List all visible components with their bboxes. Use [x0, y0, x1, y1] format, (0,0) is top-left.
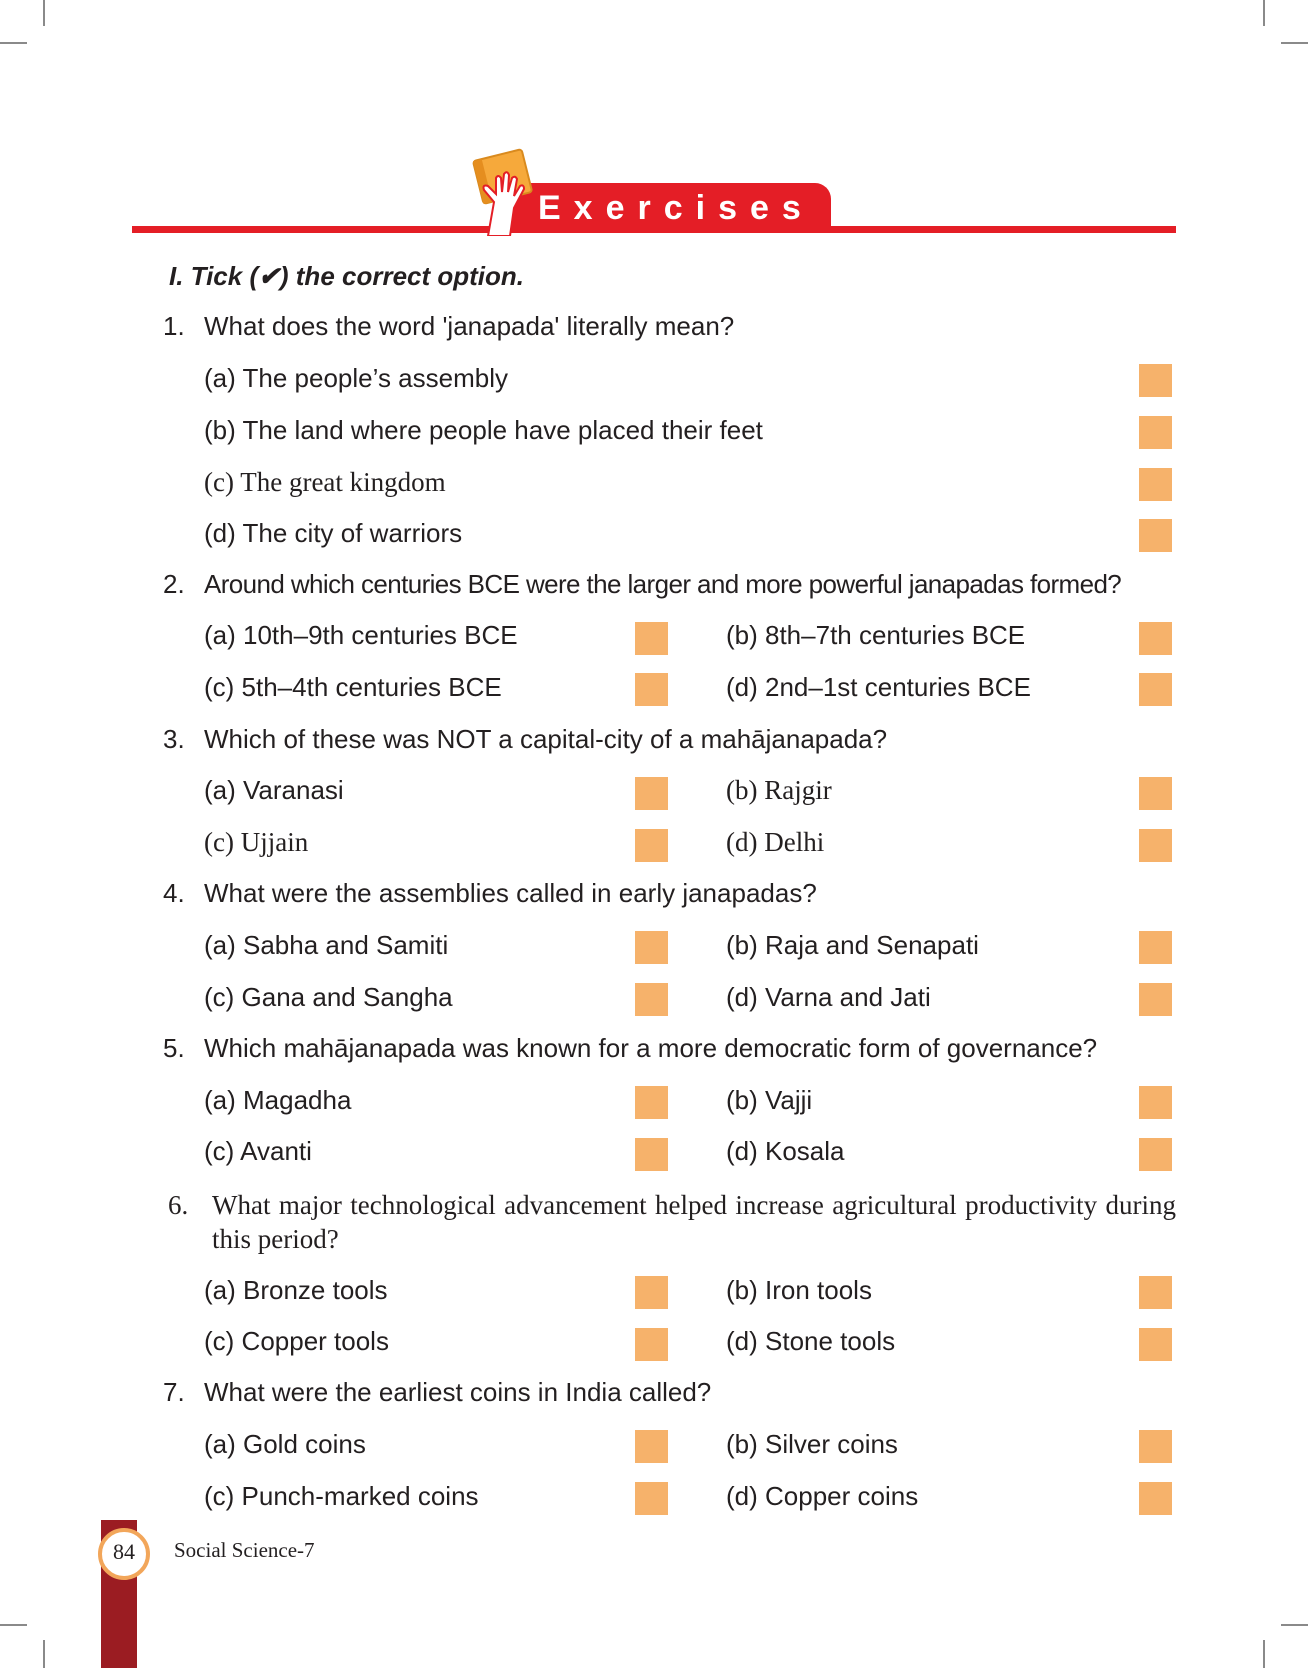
tick-box[interactable]	[1139, 416, 1172, 449]
tick-box[interactable]	[635, 983, 668, 1016]
tick-box[interactable]	[1139, 673, 1172, 706]
question-text: Around which centuries BCE were the larger and more powerful janapadas formed?	[204, 569, 1122, 599]
option-label: (b) 8th–7th centuries BCE	[726, 620, 1026, 650]
question-text: What does the word 'janapada' literally mean?	[204, 311, 735, 341]
tick-box[interactable]	[1139, 983, 1172, 1016]
option-label: (a) Magadha	[204, 1085, 352, 1115]
option-label: (b) Iron tools	[726, 1275, 872, 1305]
question-text: Which mahājanapada was known for a more democratic form of governance?	[204, 1033, 1098, 1063]
option-label: (d) 2nd–1st centuries BCE	[726, 672, 1031, 702]
tick-box[interactable]	[635, 1138, 668, 1171]
option-label: (a) Bronze tools	[204, 1275, 388, 1305]
option-label: (a) Varanasi	[204, 775, 344, 805]
tick-box[interactable]	[1139, 829, 1172, 862]
tick-box[interactable]	[635, 829, 668, 862]
option-label: (d) Copper coins	[726, 1481, 919, 1511]
question-text: What were the assemblies called in early janapadas?	[204, 878, 817, 908]
exercises-title: Exercises	[538, 189, 814, 227]
option-label: (b) Raja and Senapati	[726, 930, 979, 960]
tick-box[interactable]	[1139, 777, 1172, 810]
question-text: Which of these was NOT a capital-city of a mahājanapada?	[204, 724, 888, 754]
tick-box[interactable]	[635, 1482, 668, 1515]
tick-box[interactable]	[635, 1328, 668, 1361]
book-title: Social Science-7	[174, 1538, 315, 1562]
hand-holding-book-icon	[470, 148, 540, 236]
option-label: (d) The city of warriors	[204, 518, 463, 548]
option-label: (b) Vajji	[726, 1085, 813, 1115]
question-text: What major technological advancement helped increase agricultural productivity during this period?	[212, 1190, 1176, 1254]
tick-box[interactable]	[635, 931, 668, 964]
option-label: (d) Delhi	[726, 827, 825, 857]
tick-box[interactable]	[635, 1276, 668, 1309]
crop-mark	[1281, 42, 1308, 44]
option-label: (d) Stone tools	[726, 1326, 896, 1356]
option-label: (a) 10th–9th centuries BCE	[204, 620, 518, 650]
option-label: (b) Silver coins	[726, 1429, 898, 1459]
question-number: 6.	[168, 1190, 189, 1220]
option-label: (b) The land where people have placed their feet	[204, 415, 763, 445]
question-text: What were the earliest coins in India called?	[204, 1377, 712, 1407]
crop-mark	[0, 1624, 27, 1626]
crop-mark	[1263, 0, 1265, 26]
tick-box[interactable]	[1139, 1328, 1172, 1361]
question-number: 5.	[163, 1033, 185, 1063]
tick-box[interactable]	[635, 1086, 668, 1119]
tick-box[interactable]	[1139, 1430, 1172, 1463]
question-number: 3.	[163, 724, 185, 754]
option-label: (c) Punch-marked coins	[204, 1481, 479, 1511]
option-label: (c) Copper tools	[204, 1326, 389, 1356]
tick-box[interactable]	[635, 777, 668, 810]
crop-mark	[0, 42, 27, 44]
crop-mark	[1263, 1640, 1265, 1668]
crop-mark	[1281, 1624, 1308, 1626]
crop-mark	[43, 1640, 45, 1668]
tick-box[interactable]	[1139, 1138, 1172, 1171]
option-label: (d) Kosala	[726, 1136, 845, 1166]
section-heading: I. Tick (✔) the correct option.	[169, 261, 525, 291]
tick-box[interactable]	[1139, 468, 1172, 501]
option-label: (a) Sabha and Samiti	[204, 930, 449, 960]
tick-box[interactable]	[1139, 1482, 1172, 1515]
tick-box[interactable]	[1139, 1086, 1172, 1119]
tick-box[interactable]	[1139, 1276, 1172, 1309]
question-number: 4.	[163, 878, 185, 908]
option-label: (c) Avanti	[204, 1136, 312, 1166]
option-label: (b) Rajgir	[726, 775, 832, 805]
question-number: 2.	[163, 569, 185, 599]
tick-box[interactable]	[635, 673, 668, 706]
tick-box[interactable]	[635, 622, 668, 655]
option-label: (a) Gold coins	[204, 1429, 366, 1459]
question-number: 1.	[163, 311, 185, 341]
question-number: 7.	[163, 1377, 185, 1407]
option-label: (c) 5th–4th centuries BCE	[204, 672, 502, 702]
option-label: (a) The people’s assembly	[204, 363, 508, 393]
tick-box[interactable]	[1139, 622, 1172, 655]
option-label: (c) Gana and Sangha	[204, 982, 453, 1012]
option-label: (d) Varna and Jati	[726, 982, 931, 1012]
tick-box[interactable]	[1139, 519, 1172, 552]
tick-box[interactable]	[635, 1430, 668, 1463]
crop-mark	[43, 0, 45, 26]
tick-box[interactable]	[1139, 931, 1172, 964]
option-label: (c) The great kingdom	[204, 467, 446, 497]
option-label: (c) Ujjain	[204, 827, 309, 857]
page-number: 84	[113, 1539, 135, 1564]
tick-box[interactable]	[1139, 364, 1172, 397]
